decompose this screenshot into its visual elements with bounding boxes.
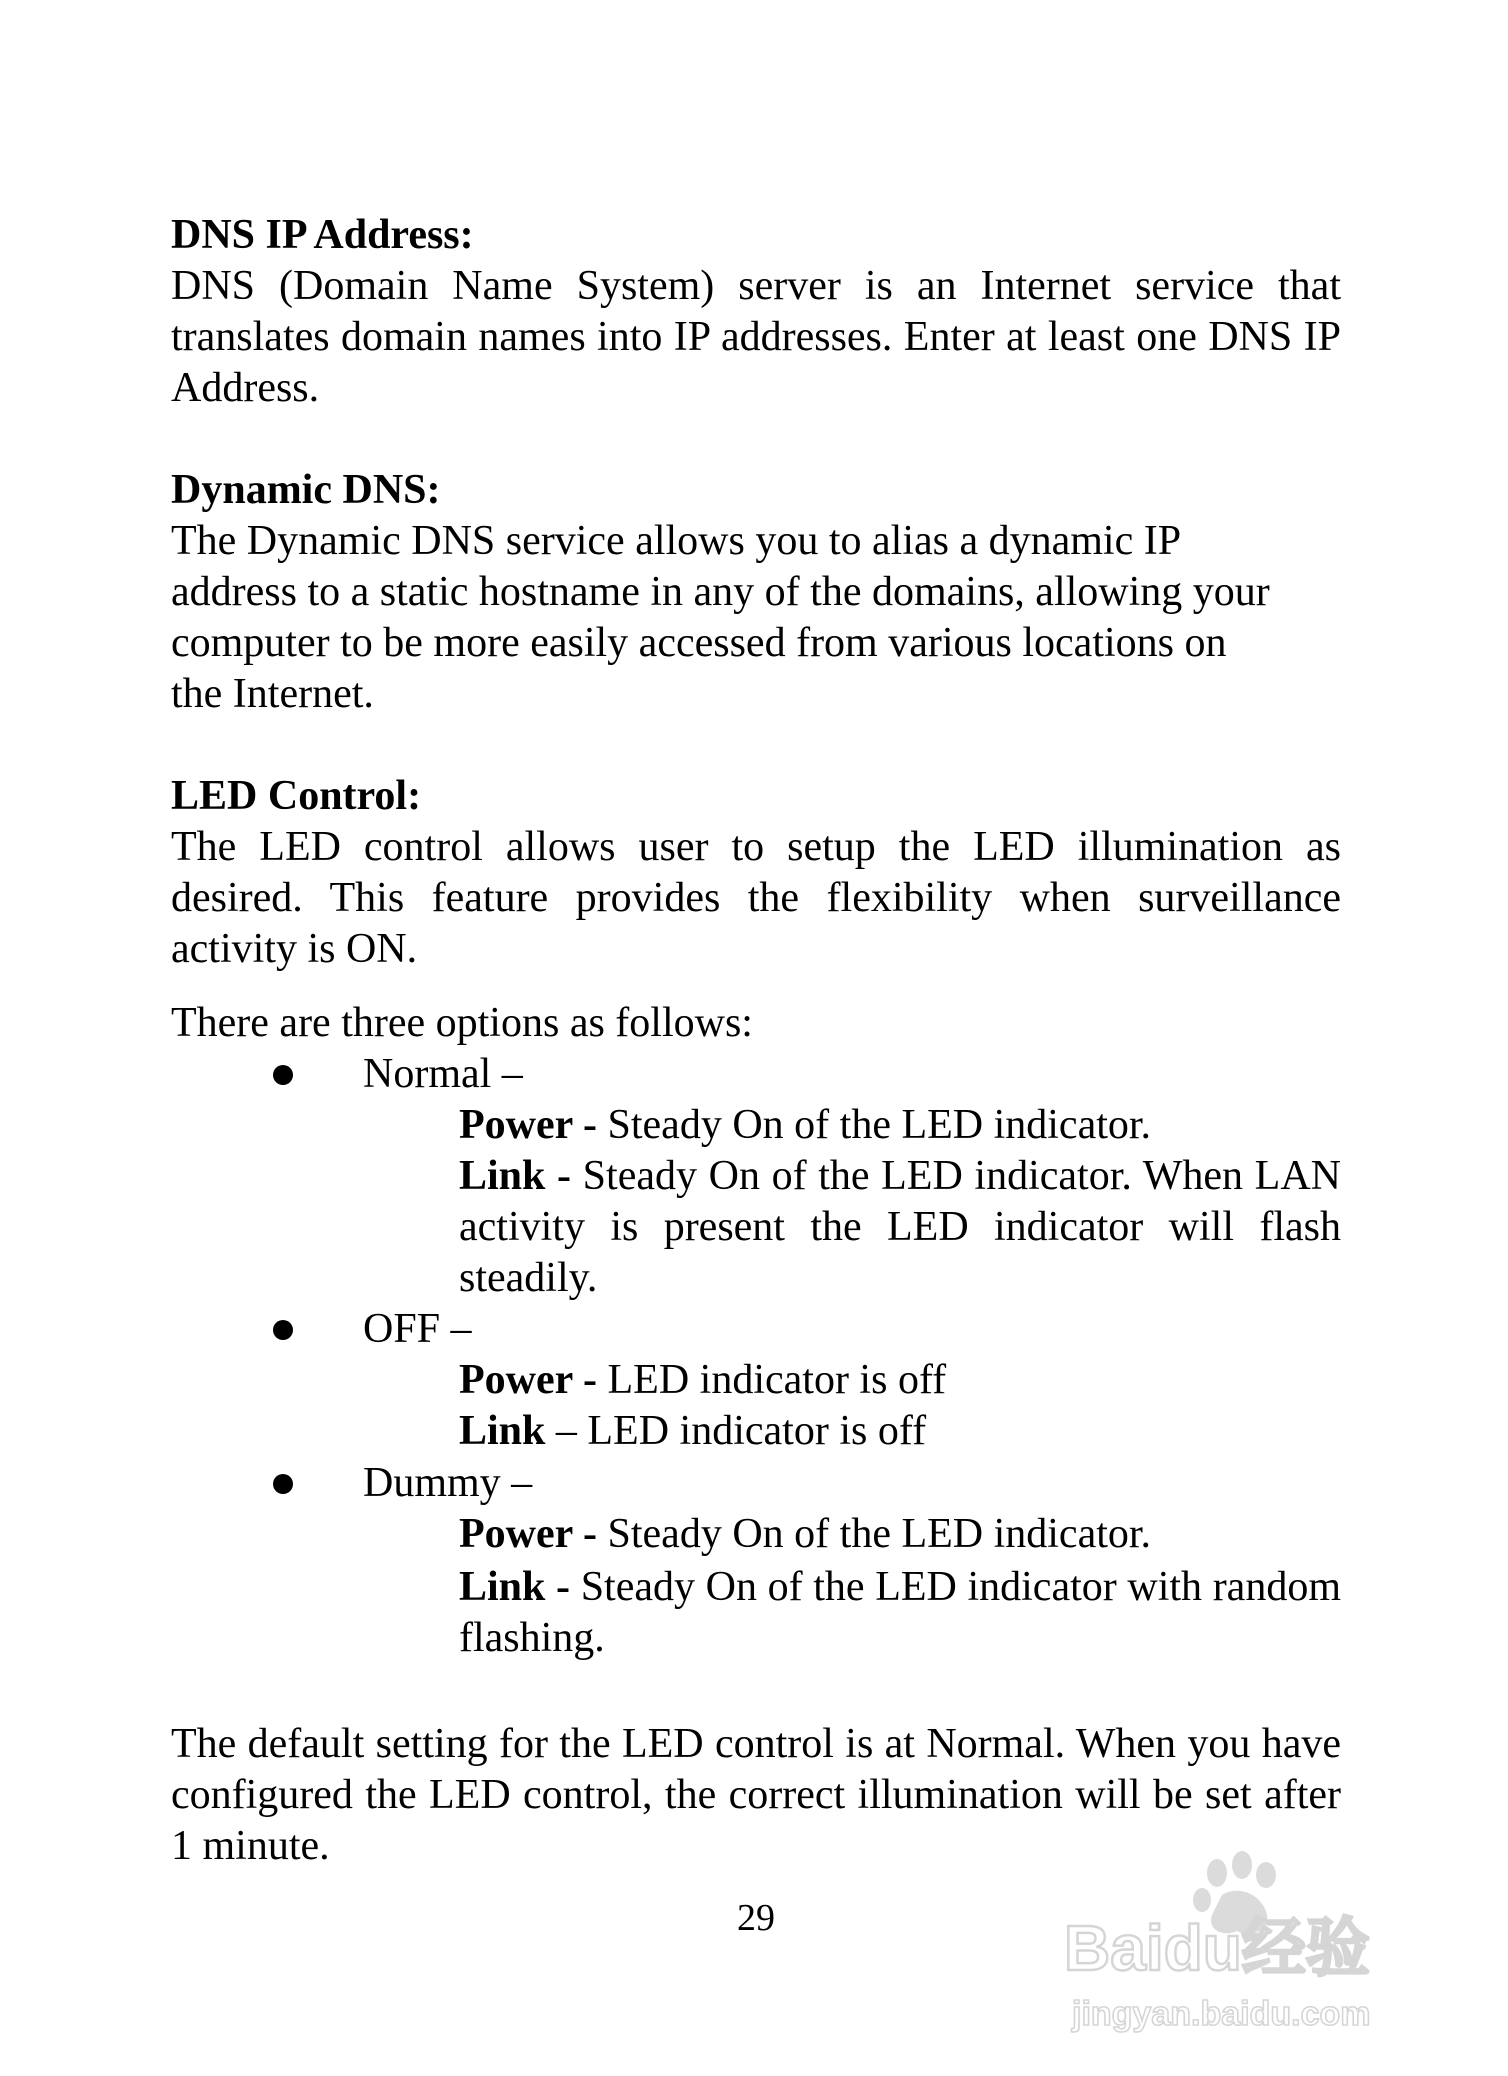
option-link-line: [459, 1406, 1341, 1457]
closing-text: The default setting for the LED control is at Normal. When you have configured the LED control, the correct illumination will be set after 1 minute.: [171, 1721, 1341, 1869]
bullet-icon: [273, 1065, 293, 1085]
list-item: [171, 1304, 1341, 1355]
section-body-line: the Internet.: [171, 671, 374, 717]
power-text: LED indicator is off: [607, 1357, 947, 1403]
power-text: Steady On of the LED indicator.: [607, 1511, 1152, 1557]
link-label: Link: [459, 1153, 546, 1199]
section-heading: LED Control:: [171, 773, 422, 819]
section-body-line: The Dynamic DNS service allows you to alias a dynamic IP: [171, 518, 1182, 564]
section-led-control: [171, 771, 1341, 975]
separator: -: [545, 1564, 581, 1610]
watermark-brand: Baidu经验: [1064, 1912, 1370, 1984]
link-label: Link: [459, 1408, 546, 1454]
watermark-url: jingyan.baidu.com: [1072, 1995, 1371, 2033]
separator: -: [572, 1357, 608, 1403]
link-text: LED indicator is off: [587, 1408, 927, 1454]
separator: -: [572, 1511, 608, 1557]
power-label: Power: [459, 1357, 573, 1403]
section-body: The LED control allows user to setup the LED illumination as desired. This feature provides the flexibility when surveillance activity is ON.: [171, 824, 1341, 972]
option-link-line: [459, 1151, 1341, 1304]
separator: –: [545, 1408, 588, 1454]
option-power-line: [459, 1100, 1341, 1151]
section-dynamic-dns: [171, 465, 1341, 720]
list-item: [171, 1049, 1341, 1100]
option-power-line: [459, 1355, 1341, 1406]
bullet-icon: [273, 1320, 293, 1340]
power-label: Power: [459, 1511, 573, 1557]
separator: -: [545, 1153, 583, 1199]
baidu-watermark: [1052, 1845, 1412, 2045]
power-text: Steady On of the LED indicator.: [607, 1102, 1152, 1148]
section-dns-ip: [171, 210, 1341, 414]
paw-logo-icon: [1052, 1845, 1412, 2045]
options-intro-text: There are three options as follows:: [171, 1000, 753, 1046]
power-label: Power: [459, 1102, 573, 1148]
separator: -: [572, 1102, 608, 1148]
options-intro: [171, 998, 1341, 1049]
option-power-line: [459, 1509, 1341, 1560]
option-label: Normal –: [363, 1051, 523, 1097]
option-link-line: [459, 1562, 1341, 1664]
section-heading: DNS IP Address:: [171, 212, 474, 258]
section-body-line: address to a static hostname in any of the domains, allowing your: [171, 569, 1270, 615]
section-body-line: computer to be more easily accessed from various locations on: [171, 620, 1227, 666]
option-label: Dummy –: [363, 1460, 533, 1506]
link-label: Link: [459, 1564, 546, 1610]
list-item: [171, 1458, 1341, 1509]
section-body: DNS (Domain Name System) server is an Internet service that translates domain names into IP addresses. Enter at least one DNS IP Address.: [171, 263, 1341, 411]
section-heading: Dynamic DNS:: [171, 467, 441, 513]
page-number: 29: [737, 1897, 775, 1939]
bullet-icon: [273, 1474, 293, 1494]
link-text: Steady On of the LED indicator. When LAN activity is present the LED indicator will flash steadily.: [459, 1153, 1341, 1301]
link-text: Steady On of the LED indicator with random flashing.: [459, 1564, 1341, 1661]
option-label: OFF –: [363, 1306, 472, 1352]
